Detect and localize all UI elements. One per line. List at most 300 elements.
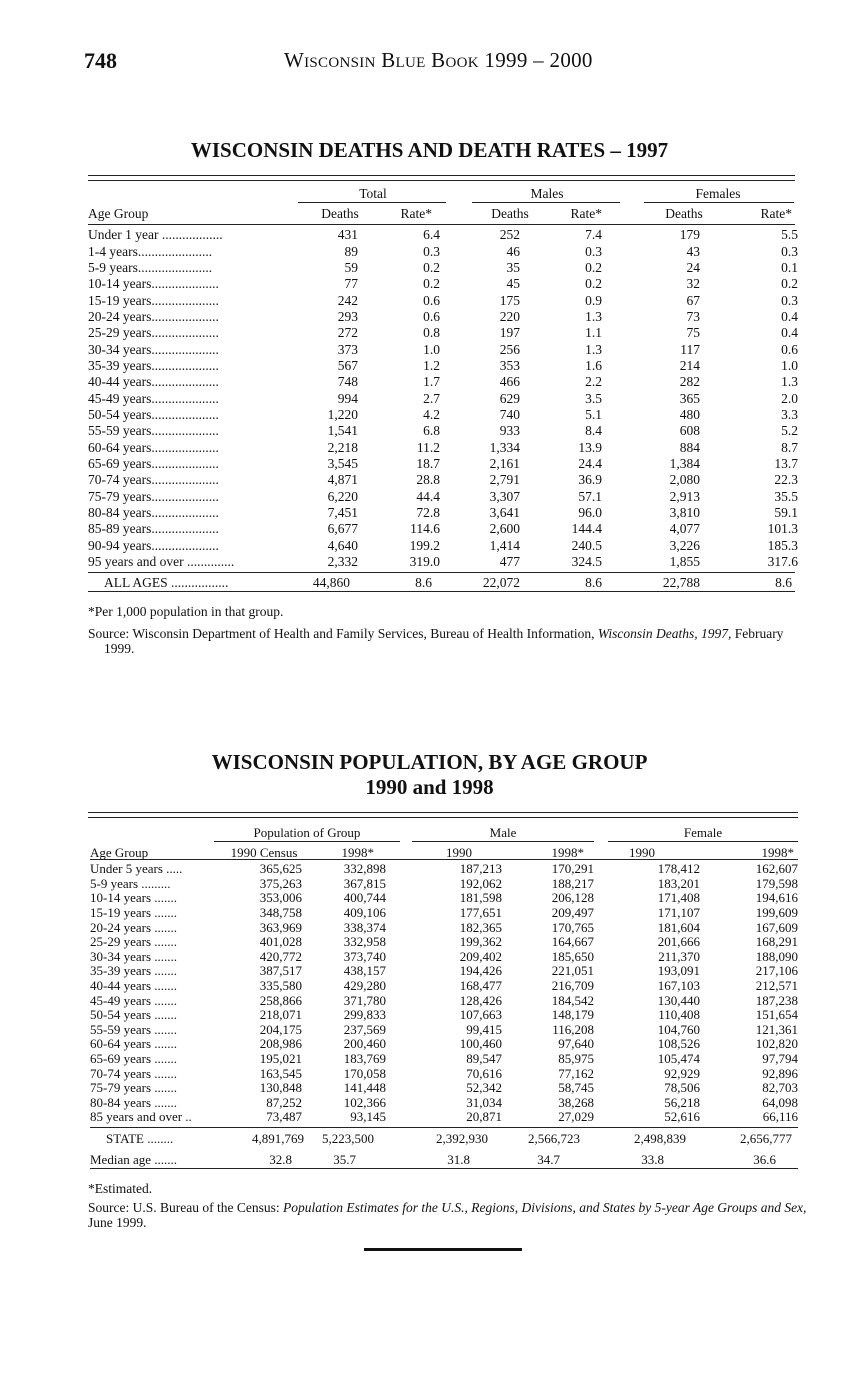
row-value: 170,765 xyxy=(551,920,594,935)
median-row-female-1990: 33.8 xyxy=(641,1152,664,1167)
page-number: 748 xyxy=(84,48,117,73)
row-label: 40-44 years ....... xyxy=(90,978,178,994)
row-label: 35-39 years.................... xyxy=(88,357,219,373)
population-source: Source: U.S. Bureau of the Census: Population Estimates for the U.S., Regions, Divisions, and States by 5-year Age Groups and Sex, June 1999. xyxy=(88,1200,807,1230)
median-row-male-1998: 34.7 xyxy=(537,1152,560,1167)
row-label: 25-29 years ....... xyxy=(90,934,178,950)
row-label: 55-59 years.................... xyxy=(88,423,219,439)
row-value: 212,571 xyxy=(755,978,798,994)
row-value: 367,815 xyxy=(343,876,386,891)
population-table-row xyxy=(90,993,798,1008)
row-value: 3,226 xyxy=(669,537,700,553)
row-value: 167,609 xyxy=(755,920,798,935)
row-value: 0.6 xyxy=(423,292,440,308)
row-label: 70-74 years ....... xyxy=(90,1066,178,1081)
pop-col-header-female-1998: 1998* xyxy=(761,845,794,860)
row-value: 2,600 xyxy=(489,521,520,537)
row-value: 0.9 xyxy=(585,292,602,308)
row-value: 242 xyxy=(337,292,358,308)
row-value: 0.2 xyxy=(423,276,440,292)
row-value: 8.7 xyxy=(781,439,798,455)
row-label: 30-34 years.................... xyxy=(88,341,219,357)
state-row-1998: 5,223,500 xyxy=(322,1131,374,1146)
row-value: 204,175 xyxy=(259,1022,302,1037)
row-value: 170,058 xyxy=(343,1066,386,1081)
row-value: 108,526 xyxy=(657,1037,700,1052)
pop-col-header-male-1990: 1990 xyxy=(446,845,472,860)
pop-group-header-female: Female xyxy=(683,825,723,840)
population-footnote: *Estimated. xyxy=(88,1181,153,1196)
row-label: 70-74 years.................... xyxy=(88,472,219,488)
row-value: 1,384 xyxy=(669,455,700,471)
row-value: 5.1 xyxy=(585,406,602,422)
row-label: 45-49 years.................... xyxy=(88,390,219,406)
row-value: 1,414 xyxy=(489,537,520,553)
row-value: 5.2 xyxy=(781,423,798,439)
row-value: 167,103 xyxy=(657,978,700,994)
row-label: 65-69 years ....... xyxy=(90,1051,178,1067)
row-label: 95 years and over .............. xyxy=(88,554,235,570)
pop-group-rule-female xyxy=(608,841,798,842)
row-value: 629 xyxy=(499,390,520,406)
row-value: 163,545 xyxy=(259,1066,302,1081)
deaths-table-row xyxy=(88,554,798,570)
row-value: 128,426 xyxy=(459,993,502,1008)
col-header-males-deaths: Deaths xyxy=(491,206,529,221)
row-value: 375,263 xyxy=(259,876,302,891)
population-table-row xyxy=(90,1008,798,1023)
deaths-table-row xyxy=(88,276,798,292)
row-label: 35-39 years ....... xyxy=(90,964,178,979)
col-header-females-rate: Rate* xyxy=(760,206,792,221)
row-value: 87,252 xyxy=(266,1095,302,1110)
row-value: 70,616 xyxy=(466,1066,502,1081)
row-value: 58,745 xyxy=(558,1080,594,1096)
row-value: 371,780 xyxy=(343,993,386,1008)
row-value: 96.0 xyxy=(578,505,602,521)
pop-top-double-rule-2 xyxy=(88,817,798,818)
row-value: 1.3 xyxy=(585,341,602,357)
row-value: 0.3 xyxy=(585,243,602,259)
state-row-male-1990: 2,392,930 xyxy=(436,1131,488,1146)
pop-group-header-male: Male xyxy=(489,825,517,840)
row-value: 431 xyxy=(337,227,358,243)
row-value: 1,220 xyxy=(327,406,358,422)
row-value: 67 xyxy=(686,292,700,308)
row-value: 3.3 xyxy=(781,406,798,422)
row-value: 216,709 xyxy=(551,978,594,994)
col-header-age-group: Age Group xyxy=(88,206,149,221)
row-value: 1.0 xyxy=(423,341,440,357)
population-table-row xyxy=(90,862,798,877)
row-label: 50-54 years ....... xyxy=(90,1007,178,1023)
row-value: 1.3 xyxy=(781,374,798,390)
row-value: 1.1 xyxy=(585,325,602,341)
row-value: 22.3 xyxy=(774,472,798,488)
row-value: 199,609 xyxy=(755,905,798,921)
deaths-table-row xyxy=(88,538,798,554)
row-value: 209,497 xyxy=(551,905,594,921)
deaths-table-row xyxy=(88,341,798,357)
row-value: 2,161 xyxy=(489,455,520,471)
row-value: 0.6 xyxy=(781,341,798,357)
row-value: 100,460 xyxy=(459,1037,502,1052)
page-header xyxy=(84,48,804,76)
row-value: 36.9 xyxy=(578,472,602,488)
row-value: 567 xyxy=(337,357,358,373)
total-row-rate: 8.6 xyxy=(415,575,432,590)
row-value: 114.6 xyxy=(410,521,440,537)
deaths-table-row xyxy=(88,456,798,472)
row-value: 387,517 xyxy=(259,964,302,979)
row-value: 20,871 xyxy=(466,1110,502,1125)
deaths-table-row xyxy=(88,505,798,521)
row-value: 168,477 xyxy=(459,978,502,994)
row-value: 332,898 xyxy=(343,862,386,877)
row-value: 0.4 xyxy=(781,308,798,324)
row-value: 107,663 xyxy=(459,1007,502,1023)
row-value: 429,280 xyxy=(343,978,386,994)
row-value: 3,307 xyxy=(489,488,520,504)
row-value: 335,580 xyxy=(259,978,302,994)
row-label: 10-14 years ....... xyxy=(90,891,178,906)
pop-group-header-population: Population of Group xyxy=(253,825,361,840)
deaths-table-row xyxy=(88,423,798,439)
row-value: 6.4 xyxy=(423,227,440,243)
row-label: 50-54 years.................... xyxy=(88,406,219,422)
row-label: 85-89 years.................... xyxy=(88,521,219,537)
col-header-males-rate: Rate* xyxy=(570,206,602,221)
row-value: 1.7 xyxy=(423,374,440,390)
row-value: 365 xyxy=(679,390,700,406)
row-value: 365,625 xyxy=(259,862,302,877)
population-table-row xyxy=(90,964,798,979)
row-value: 45 xyxy=(506,276,520,292)
row-value: 438,157 xyxy=(343,964,386,979)
total-row-deaths: 44,860 xyxy=(312,575,350,590)
row-value: 0.3 xyxy=(423,243,440,259)
row-value: 177,651 xyxy=(459,905,502,921)
row-label: Under 1 year .................. xyxy=(88,227,223,243)
row-value: 187,238 xyxy=(755,993,798,1008)
row-label: 75-79 years.................... xyxy=(88,488,219,504)
row-label: 45-49 years ....... xyxy=(90,993,178,1008)
row-value: 3,810 xyxy=(669,505,700,521)
deaths-table xyxy=(88,227,798,570)
median-row-label: Median age ....... xyxy=(90,1152,178,1167)
row-value: 181,604 xyxy=(657,920,700,935)
row-value: 409,106 xyxy=(343,905,386,921)
row-value: 184,542 xyxy=(551,993,594,1008)
row-value: 178,412 xyxy=(657,862,700,877)
row-value: 0.8 xyxy=(423,325,440,341)
row-value: 99,415 xyxy=(466,1022,502,1037)
row-value: 293 xyxy=(337,308,358,324)
row-value: 59.1 xyxy=(774,505,798,521)
row-value: 85,975 xyxy=(558,1051,594,1067)
row-value: 217,106 xyxy=(755,964,798,979)
deaths-table-row xyxy=(88,489,798,505)
row-label: 1-4 years...................... xyxy=(88,243,213,259)
row-value: 740 xyxy=(499,406,520,422)
population-table-row xyxy=(90,1023,798,1038)
row-value: 0.1 xyxy=(781,259,798,275)
row-value: 89 xyxy=(344,243,358,259)
row-value: 89,547 xyxy=(466,1051,502,1067)
row-value: 105,474 xyxy=(657,1051,700,1067)
row-value: 32 xyxy=(686,276,700,292)
deaths-table-row xyxy=(88,325,798,341)
row-value: 1.0 xyxy=(781,357,798,373)
deaths-source: Source: Wisconsin Department of Health and Family Services, Bureau of Health Information, Wisconsin Deaths, 1997, February 1999. xyxy=(88,626,784,656)
row-value: 93,145 xyxy=(350,1110,386,1125)
pop-top-double-rule-1 xyxy=(88,812,798,813)
state-top-rule xyxy=(90,1127,798,1128)
row-value: 2.0 xyxy=(781,390,798,406)
pop-bottom-rule xyxy=(90,1168,798,1169)
row-label: 40-44 years.................... xyxy=(88,374,219,390)
row-value: 97,640 xyxy=(558,1037,594,1052)
row-value: 0.2 xyxy=(585,276,602,292)
row-value: 27,029 xyxy=(558,1110,594,1125)
pop-group-rule-male xyxy=(412,841,594,842)
row-label: 30-34 years ....... xyxy=(90,949,178,964)
row-value: 0.4 xyxy=(781,325,798,341)
row-value: 151,654 xyxy=(755,1007,798,1023)
row-value: 3,545 xyxy=(327,455,358,471)
col-header-total-deaths: Deaths xyxy=(321,206,359,221)
row-value: 101.3 xyxy=(767,521,798,537)
population-table-row xyxy=(90,1066,798,1081)
row-value: 77,162 xyxy=(558,1066,594,1081)
row-value: 401,028 xyxy=(259,934,302,950)
population-table-row xyxy=(90,1110,798,1125)
row-label: 60-64 years ....... xyxy=(90,1037,178,1052)
deaths-table-row xyxy=(88,227,798,243)
row-value: 237,569 xyxy=(343,1022,386,1037)
total-row-females-rate: 8.6 xyxy=(775,575,792,590)
row-value: 148,179 xyxy=(551,1007,594,1023)
row-value: 193,091 xyxy=(657,964,700,979)
row-value: 43 xyxy=(686,243,700,259)
row-value: 373 xyxy=(337,341,358,357)
row-value: 46 xyxy=(506,243,520,259)
row-value: 2.2 xyxy=(585,374,602,390)
row-value: 373,740 xyxy=(343,949,386,964)
row-value: 195,021 xyxy=(259,1051,302,1067)
row-value: 179 xyxy=(679,227,700,243)
row-value: 353,006 xyxy=(259,891,302,906)
row-value: 170,291 xyxy=(551,862,594,877)
row-value: 3,641 xyxy=(489,505,520,521)
pop-group-rule-population xyxy=(214,841,400,842)
row-value: 168,291 xyxy=(755,934,798,950)
row-value: 56,218 xyxy=(664,1095,700,1110)
total-row-females-deaths: 22,788 xyxy=(662,575,700,590)
row-value: 11.2 xyxy=(416,439,440,455)
pop-col-header-1998: 1998* xyxy=(341,845,374,860)
row-value: 420,772 xyxy=(259,949,302,964)
group-header-females: Females xyxy=(695,186,741,201)
row-value: 121,361 xyxy=(755,1022,798,1037)
row-value: 181,598 xyxy=(459,891,502,906)
row-label: 55-59 years ....... xyxy=(90,1022,178,1037)
row-value: 0.3 xyxy=(781,243,798,259)
total-row-males-deaths: 22,072 xyxy=(482,575,520,590)
population-table-row xyxy=(90,1081,798,1096)
row-value: 72.8 xyxy=(416,505,440,521)
row-label: 60-64 years.................... xyxy=(88,439,219,455)
row-label: 90-94 years.................... xyxy=(88,537,219,553)
row-value: 66,116 xyxy=(762,1110,798,1125)
state-row-female-1990: 2,498,839 xyxy=(634,1131,686,1146)
deaths-footnote: *Per 1,000 population in that group. xyxy=(88,604,284,619)
row-value: 13.7 xyxy=(774,455,798,471)
row-value: 252 xyxy=(499,227,520,243)
row-value: 24.4 xyxy=(578,455,602,471)
row-value: 338,374 xyxy=(343,920,386,935)
row-value: 24 xyxy=(686,259,700,275)
row-value: 256 xyxy=(499,341,520,357)
population-table-title: WISCONSIN POPULATION, BY AGE GROUP 1990 and 1998 xyxy=(211,750,648,799)
top-double-rule-1 xyxy=(88,175,795,176)
row-value: 4,077 xyxy=(669,521,700,537)
population-table-row xyxy=(90,950,798,965)
row-value: 44.4 xyxy=(416,488,440,504)
row-value: 18.7 xyxy=(416,455,440,471)
row-value: 73 xyxy=(686,308,700,324)
row-value: 209,402 xyxy=(459,949,502,964)
row-value: 201,666 xyxy=(657,934,700,950)
row-label: 15-19 years.................... xyxy=(88,292,219,308)
row-label: 75-79 years ....... xyxy=(90,1080,178,1096)
row-label: 20-24 years ....... xyxy=(90,920,178,935)
population-table-row xyxy=(90,920,798,935)
row-label: 25-29 years.................... xyxy=(88,325,219,341)
row-value: 102,820 xyxy=(755,1037,798,1052)
row-value: 183,201 xyxy=(657,876,700,891)
row-value: 35.5 xyxy=(774,488,798,504)
total-bottom-rule xyxy=(88,591,795,592)
median-row-1990: 32.8 xyxy=(269,1152,292,1167)
row-value: 5.5 xyxy=(781,227,798,243)
row-value: 206,128 xyxy=(551,891,594,906)
row-value: 130,440 xyxy=(657,993,700,1008)
row-value: 299,833 xyxy=(343,1007,386,1023)
deaths-table-row xyxy=(88,407,798,423)
row-value: 0.2 xyxy=(423,259,440,275)
row-value: 116,208 xyxy=(552,1022,594,1037)
row-value: 171,107 xyxy=(657,905,700,921)
deaths-table-row xyxy=(88,292,798,308)
row-value: 197 xyxy=(499,325,520,341)
row-value: 240.5 xyxy=(571,537,602,553)
median-row-1998: 35.7 xyxy=(333,1152,356,1167)
row-value: 324.5 xyxy=(571,554,602,570)
group-header-males: Males xyxy=(530,186,564,201)
row-value: 348,758 xyxy=(259,905,302,921)
row-label: 65-69 years.................... xyxy=(88,455,219,471)
row-value: 332,958 xyxy=(343,934,386,950)
row-value: 162,607 xyxy=(755,862,798,877)
row-value: 1,855 xyxy=(669,554,700,570)
row-label: 5-9 years ......... xyxy=(90,876,171,891)
row-value: 2.7 xyxy=(423,390,440,406)
row-value: 317.6 xyxy=(767,554,798,570)
row-value: 57.1 xyxy=(578,488,602,504)
group-header-total: Total xyxy=(359,186,387,201)
row-value: 78,506 xyxy=(664,1080,700,1096)
row-value: 282 xyxy=(679,374,700,390)
row-value: 4.2 xyxy=(423,406,440,422)
row-value: 192,062 xyxy=(459,876,502,891)
pop-col-header-female-1990: 1990 xyxy=(629,845,655,860)
population-table xyxy=(90,862,798,1125)
group-rule-total xyxy=(298,202,446,203)
median-row-male-1990: 31.8 xyxy=(447,1152,470,1167)
col-header-females-deaths: Deaths xyxy=(665,206,703,221)
row-value: 4,640 xyxy=(327,537,358,553)
deaths-table-title: WISCONSIN DEATHS AND DEATH RATES – 1997 xyxy=(190,138,669,162)
row-value: 211,370 xyxy=(658,949,700,964)
row-value: 884 xyxy=(679,439,700,455)
deaths-table-row xyxy=(88,260,798,276)
row-value: 185,650 xyxy=(551,949,594,964)
row-value: 13.9 xyxy=(578,439,602,455)
row-value: 64,098 xyxy=(762,1095,798,1110)
row-value: 1,334 xyxy=(489,439,520,455)
row-value: 73,487 xyxy=(266,1110,302,1125)
row-label: Under 5 years ..... xyxy=(90,862,183,877)
row-value: 2,332 xyxy=(327,554,358,570)
population-table-row xyxy=(90,1037,798,1052)
row-value: 187,213 xyxy=(459,862,502,877)
deaths-table-row xyxy=(88,472,798,488)
row-value: 77 xyxy=(344,276,358,292)
row-label: 20-24 years.................... xyxy=(88,308,219,324)
row-value: 994 xyxy=(337,390,358,406)
row-value: 0.2 xyxy=(781,276,798,292)
row-value: 183,769 xyxy=(343,1051,386,1067)
row-value: 59 xyxy=(344,259,358,275)
pop-col-header-1990-census: 1990 Census xyxy=(230,845,298,860)
row-value: 102,366 xyxy=(343,1095,386,1110)
deaths-table-row xyxy=(88,390,798,406)
row-value: 477 xyxy=(499,554,520,570)
row-value: 208,986 xyxy=(259,1037,302,1052)
total-row-males-rate: 8.6 xyxy=(585,575,602,590)
row-value: 92,896 xyxy=(762,1066,798,1081)
row-value: 0.6 xyxy=(423,308,440,324)
row-value: 200,460 xyxy=(343,1037,386,1052)
row-value: 2,080 xyxy=(669,472,700,488)
running-title: Wisconsin Blue Book 1999 – 2000 xyxy=(284,48,593,72)
row-value: 52,616 xyxy=(664,1110,700,1125)
row-value: 748 xyxy=(337,374,358,390)
row-value: 199,362 xyxy=(459,934,502,950)
row-label: 5-9 years...................... xyxy=(88,259,213,275)
row-value: 220 xyxy=(499,308,520,324)
row-value: 182,365 xyxy=(459,920,502,935)
row-value: 188,090 xyxy=(755,949,798,964)
pop-col-header-age-group: Age Group xyxy=(90,845,149,860)
total-row-label: ALL AGES ................. xyxy=(104,575,229,590)
row-label: 10-14 years.................... xyxy=(88,276,219,292)
row-value: 218,071 xyxy=(259,1007,302,1023)
row-value: 171,408 xyxy=(657,891,700,906)
col-header-total-rate: Rate* xyxy=(400,206,432,221)
deaths-table-row xyxy=(88,309,798,325)
